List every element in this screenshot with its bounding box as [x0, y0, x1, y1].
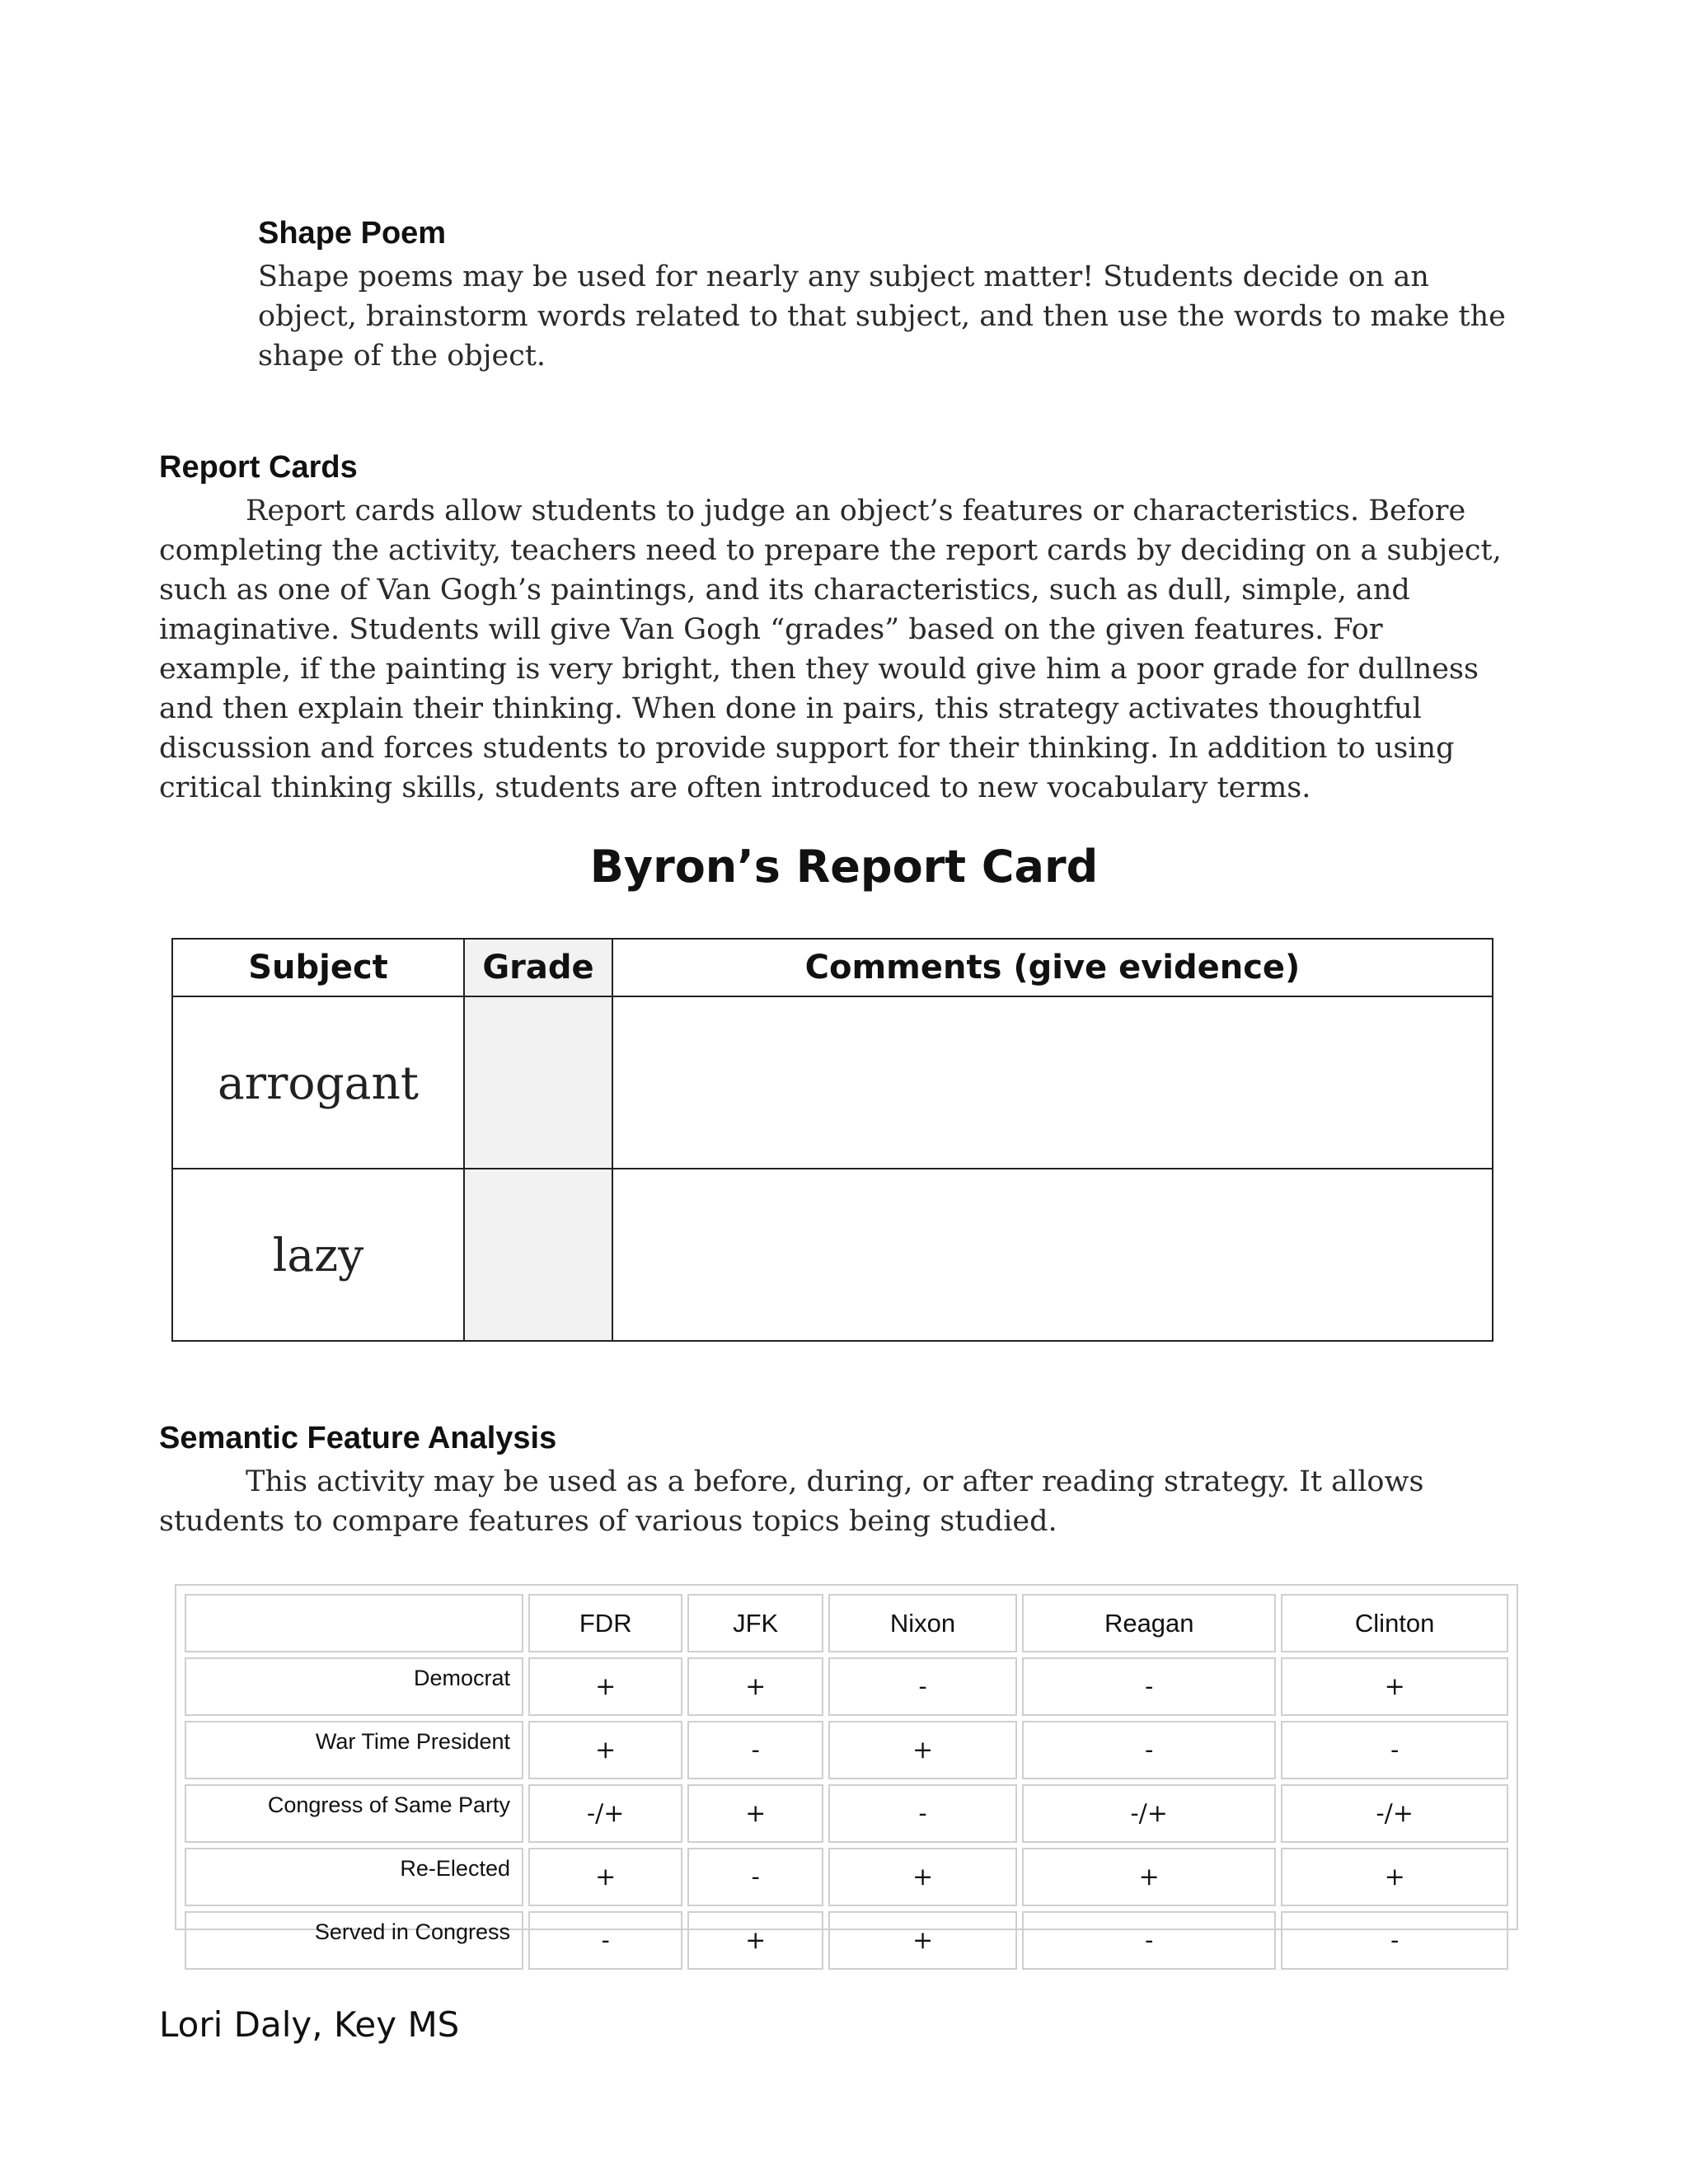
report-cards-heading: Report Cards: [159, 450, 358, 485]
comments-cell[interactable]: [612, 1169, 1493, 1341]
header-grade: Grade: [464, 939, 612, 996]
sfa-header-row: [185, 1594, 1508, 1652]
comments-cell[interactable]: [612, 996, 1493, 1169]
semantic-feature-table: [180, 1589, 1513, 1975]
sfa-value-cell: -: [687, 1721, 823, 1779]
sfa-value-cell: -: [1281, 1911, 1508, 1970]
sfa-column-header: JFK: [687, 1594, 823, 1652]
sfa-value-cell: -: [828, 1784, 1017, 1843]
sfa-value-cell: -: [1022, 1657, 1276, 1716]
subject-cell: arrogant: [172, 996, 464, 1169]
report-card-table: [171, 938, 1493, 1342]
report-card-header-row: [172, 939, 1493, 996]
sfa-row-label: Democrat: [185, 1657, 523, 1716]
sfa-row: [185, 1848, 1508, 1906]
sfa-column-header: FDR: [528, 1594, 682, 1652]
sfa-value-cell: -: [528, 1911, 682, 1970]
header-comments: Comments (give evidence): [612, 939, 1493, 996]
sfa-value-cell: -/+: [1022, 1784, 1276, 1843]
semantic-feature-heading: Semantic Feature Analysis: [159, 1421, 557, 1455]
sfa-value-cell: +: [828, 1911, 1017, 1970]
report-cards-text: Report cards allow students to judge an object’s features or characteristics. Before completing the activity, teachers need to prepare the report cards by deciding on a subject, such as one of Van Gogh’s paintings, and its characteristics, such as dull, simple, and imaginative. Students will give Van Gogh “grades” based on the given features. For example, if the painting is very bright, then they would give him a poor grade for dullness and then explain their thinking. When done in pairs, this strategy activates thoughtful discussion and forces students to provide support for their thinking. In addition to using critical thinking skills, students are often introduced to new vocabulary terms.: [159, 494, 1502, 804]
sfa-row-label: Congress of Same Party: [185, 1784, 523, 1843]
sfa-value-cell: -: [1022, 1911, 1276, 1970]
sfa-value-cell: +: [1281, 1848, 1508, 1906]
report-card-row: [172, 1169, 1493, 1341]
grade-cell[interactable]: [464, 1169, 612, 1341]
sfa-value-cell: -/+: [528, 1784, 682, 1843]
sfa-value-cell: -/+: [1281, 1784, 1508, 1843]
sfa-value-cell: -: [1281, 1721, 1508, 1779]
sfa-value-cell: +: [828, 1848, 1017, 1906]
sfa-column-header: Reagan: [1022, 1594, 1276, 1652]
sfa-value-cell: +: [528, 1657, 682, 1716]
sfa-column-header: Nixon: [828, 1594, 1017, 1652]
subject-cell: lazy: [172, 1169, 464, 1341]
grade-cell[interactable]: [464, 996, 612, 1169]
sfa-value-cell: +: [1281, 1657, 1508, 1716]
sfa-value-cell: -: [1022, 1721, 1276, 1779]
sfa-value-cell: +: [528, 1848, 682, 1906]
sfa-row: [185, 1657, 1508, 1716]
shape-poem-heading: Shape Poem: [258, 216, 447, 251]
semantic-feature-grid: [175, 1584, 1518, 1955]
sfa-value-cell: -: [687, 1848, 823, 1906]
sfa-corner-cell: [185, 1594, 523, 1652]
sfa-value-cell: -: [828, 1657, 1017, 1716]
sfa-row: [185, 1784, 1508, 1843]
sfa-value-cell: +: [687, 1911, 823, 1970]
author-footer: Lori Daly, Key MS: [159, 2004, 460, 2045]
semantic-feature-text: This activity may be used as a before, during, or after reading strategy. It allows students to compare features of various topics being studied.: [159, 1465, 1424, 1538]
sfa-row: [185, 1721, 1508, 1779]
sfa-row-label: War Time President: [185, 1721, 523, 1779]
sfa-value-cell: +: [687, 1657, 823, 1716]
sfa-row: [185, 1911, 1508, 1970]
sfa-value-cell: +: [687, 1784, 823, 1843]
report-card-title: Byron’s Report Card: [589, 841, 1099, 893]
header-subject: Subject: [172, 939, 464, 996]
sfa-value-cell: +: [1022, 1848, 1276, 1906]
sfa-row-label: Served in Congress: [185, 1911, 523, 1970]
sfa-value-cell: +: [528, 1721, 682, 1779]
report-card-row: [172, 996, 1493, 1169]
shape-poem-text: Shape poems may be used for nearly any subject matter! Students decide on an object, brainstorm words related to that subject, and then use the words to make the shape of the object.: [258, 260, 1506, 373]
sfa-value-cell: +: [828, 1721, 1017, 1779]
sfa-row-label: Re-Elected: [185, 1848, 523, 1906]
sfa-column-header: Clinton: [1281, 1594, 1508, 1652]
